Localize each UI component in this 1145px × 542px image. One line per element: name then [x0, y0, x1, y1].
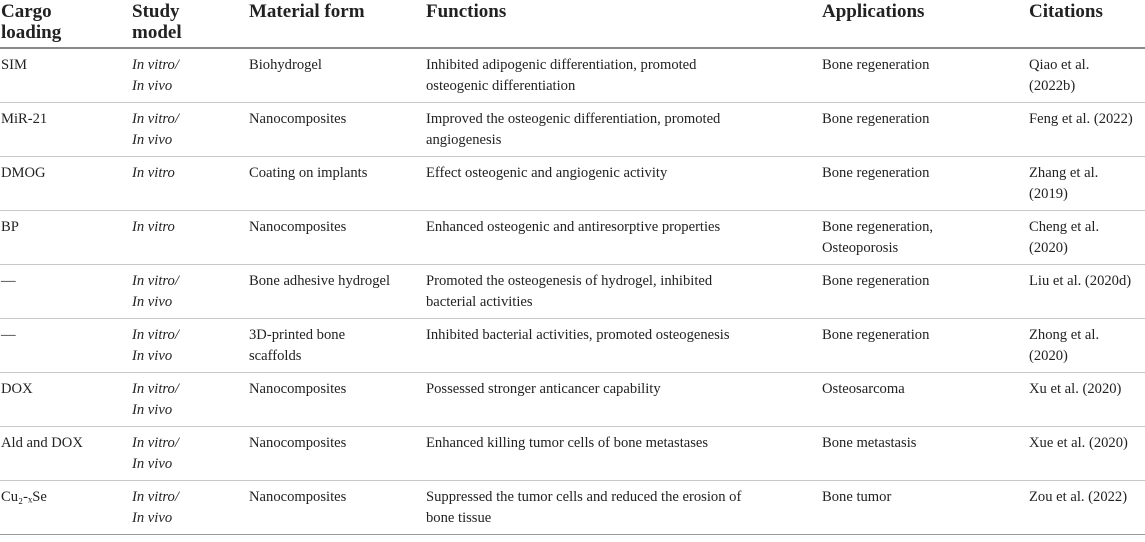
table-row [0, 265, 1145, 319]
cell-functions-line: Promoted the osteogenesis of hydrogel, inhibited [426, 273, 713, 289]
cell-applications [821, 427, 1028, 481]
cell-material-form [248, 481, 425, 535]
cell-cargo-loading [0, 103, 131, 157]
cell-citations-line: Qiao et al. [1029, 57, 1090, 73]
cell-study-model [131, 48, 248, 103]
cell-study-model [131, 427, 248, 481]
cell-functions-line: Effect osteogenic and angiogenic activity [426, 165, 668, 181]
table-row [0, 211, 1145, 265]
cell-cargo-loading-text: DOX [1, 381, 33, 397]
cell-study-model-line: In vitro/ [132, 57, 179, 73]
header-citations: Citations [1028, 0, 1145, 48]
cell-material-form-line: scaffolds [249, 348, 302, 364]
cell-study-model-line: In vivo [132, 402, 173, 418]
cell-study-model-line: In vivo [132, 510, 173, 526]
table-row [0, 157, 1145, 211]
cell-functions [425, 103, 821, 157]
cell-functions-line: Suppressed the tumor cells and reduced the erosion of [426, 489, 742, 505]
cell-functions-line: bone tissue [426, 510, 492, 526]
cell-functions-line: Enhanced osteogenic and antiresorptive properties [426, 219, 721, 235]
cell-material-form-line: Nanocomposites [249, 111, 347, 127]
cell-functions [425, 48, 821, 103]
cell-functions-line: angiogenesis [426, 132, 502, 148]
cell-functions [425, 373, 821, 427]
header-row [0, 0, 1145, 48]
cell-applications-line: Osteosarcoma [822, 381, 905, 397]
cell-citations [1028, 319, 1145, 373]
cell-functions [425, 157, 821, 211]
cell-material-form-line: Nanocomposites [249, 435, 347, 451]
cell-applications-line: Bone metastasis [822, 435, 917, 451]
cell-material-form [248, 157, 425, 211]
table-row [0, 319, 1145, 373]
cell-cargo-loading-text: — [1, 273, 16, 289]
cell-material-form [248, 48, 425, 103]
cell-functions-line: osteogenic differentiation [426, 78, 576, 94]
cell-study-model-line: In vitro/ [132, 273, 179, 289]
cell-cargo-loading-text: DMOG [1, 165, 46, 181]
table-row [0, 373, 1145, 427]
cell-citations-line: Zhang et al. [1029, 165, 1099, 181]
cell-study-model-line: In vivo [132, 78, 173, 94]
cell-citations-line: Zhong et al. [1029, 327, 1100, 343]
cell-applications-line: Osteoporosis [822, 240, 899, 256]
cell-citations-line: (2020) [1029, 348, 1068, 364]
header-material-form: Material form [248, 0, 425, 48]
cell-applications [821, 265, 1028, 319]
cell-applications-line: Bone regeneration [822, 111, 930, 127]
cell-citations-line: Cheng et al. [1029, 219, 1100, 235]
cell-material-form-line: Biohydrogel [249, 57, 322, 73]
cell-applications [821, 481, 1028, 535]
cell-citations [1028, 103, 1145, 157]
cell-citations-line: Zou et al. (2022) [1029, 489, 1128, 505]
header-applications: Applications [821, 0, 1028, 48]
cell-study-model [131, 103, 248, 157]
table-row [0, 48, 1145, 103]
cell-functions-line: bacterial activities [426, 294, 533, 310]
cell-study-model-line: In vivo [132, 132, 173, 148]
header-study-model: Study model [131, 0, 248, 48]
cell-applications-line: Bone regeneration [822, 165, 930, 181]
cell-study-model-line: In vitro [132, 165, 175, 181]
cell-applications [821, 373, 1028, 427]
cell-study-model-line: In vitro/ [132, 435, 179, 451]
cell-material-form-line: Coating on implants [249, 165, 368, 181]
cell-study-model-line: In vitro/ [132, 381, 179, 397]
cell-applications-line: Bone regeneration [822, 273, 930, 289]
cell-study-model-line: In vitro [132, 219, 175, 235]
cell-study-model-line: In vivo [132, 294, 173, 310]
cell-material-form [248, 211, 425, 265]
cell-study-model-line: In vivo [132, 348, 173, 364]
cell-functions-line: Improved the osteogenic differentiation, promoted [426, 111, 721, 127]
cell-citations [1028, 48, 1145, 103]
header-functions: Functions [425, 0, 821, 48]
cell-cargo-loading [0, 265, 131, 319]
cell-cargo-loading [0, 373, 131, 427]
table-body [0, 48, 1145, 535]
cell-applications-line: Bone regeneration, [822, 219, 934, 235]
cell-material-form-line: Nanocomposites [249, 381, 347, 397]
cell-functions-line: Inhibited adipogenic differentiation, promoted [426, 57, 697, 73]
cell-cargo-loading [0, 319, 131, 373]
cell-cargo-loading-text: Cu₂-ₓSe [1, 489, 47, 505]
cell-applications [821, 319, 1028, 373]
cell-study-model [131, 481, 248, 535]
cell-study-model [131, 265, 248, 319]
cell-cargo-loading-text: SIM [1, 57, 27, 73]
cell-cargo-loading [0, 48, 131, 103]
cell-cargo-loading-text: MiR-21 [1, 111, 48, 127]
table-header [0, 0, 1145, 48]
cell-study-model [131, 319, 248, 373]
cell-citations [1028, 265, 1145, 319]
cell-study-model-line: In vitro/ [132, 111, 179, 127]
cell-citations [1028, 427, 1145, 481]
cell-functions [425, 319, 821, 373]
cell-study-model [131, 157, 248, 211]
cell-material-form [248, 319, 425, 373]
cell-applications-line: Bone regeneration [822, 57, 930, 73]
cell-material-form [248, 103, 425, 157]
cell-applications [821, 48, 1028, 103]
cell-citations-line: (2019) [1029, 186, 1068, 202]
cell-applications [821, 103, 1028, 157]
cell-material-form [248, 373, 425, 427]
cell-functions [425, 427, 821, 481]
cell-cargo-loading-text: Ald and DOX [1, 435, 83, 451]
cell-cargo-loading [0, 211, 131, 265]
cell-applications [821, 211, 1028, 265]
cell-study-model-line: In vitro/ [132, 489, 179, 505]
header-cargo-loading: Cargo loading [0, 0, 131, 48]
cell-citations-line: (2022b) [1029, 78, 1076, 94]
cell-material-form [248, 427, 425, 481]
cell-functions-line: Enhanced killing tumor cells of bone metastases [426, 435, 709, 451]
cell-material-form-line: Bone adhesive hydrogel [249, 273, 391, 289]
cell-cargo-loading [0, 481, 131, 535]
cell-study-model-line: In vitro/ [132, 327, 179, 343]
cell-citations-line: Xu et al. (2020) [1029, 381, 1122, 397]
table-row [0, 427, 1145, 481]
cell-material-form-line: 3D-printed bone [249, 327, 346, 343]
cell-functions-line: Inhibited bacterial activities, promoted osteogenesis [426, 327, 730, 343]
cell-functions [425, 481, 821, 535]
cell-study-model [131, 373, 248, 427]
cell-functions [425, 265, 821, 319]
cell-study-model [131, 211, 248, 265]
cell-applications-line: Bone regeneration [822, 327, 930, 343]
cell-cargo-loading [0, 427, 131, 481]
cell-citations [1028, 481, 1145, 535]
cell-cargo-loading [0, 157, 131, 211]
cell-material-form [248, 265, 425, 319]
table-row [0, 481, 1145, 535]
cell-material-form-line: Nanocomposites [249, 489, 347, 505]
cell-material-form-line: Nanocomposites [249, 219, 347, 235]
cell-citations-line: Liu et al. (2020d) [1029, 273, 1132, 289]
cell-citations-line: (2020) [1029, 240, 1068, 256]
cell-citations [1028, 211, 1145, 265]
cell-applications [821, 157, 1028, 211]
cell-citations-line: Xue et al. (2020) [1029, 435, 1128, 451]
cell-functions [425, 211, 821, 265]
cell-study-model-line: In vivo [132, 456, 173, 472]
cell-citations [1028, 373, 1145, 427]
cell-citations [1028, 157, 1145, 211]
cell-applications-line: Bone tumor [822, 489, 892, 505]
cell-citations-line: Feng et al. (2022) [1029, 111, 1133, 127]
cell-cargo-loading-text: — [1, 327, 16, 343]
cell-functions-line: Possessed stronger anticancer capability [426, 381, 661, 397]
table-row [0, 103, 1145, 157]
cell-cargo-loading-text: BP [1, 219, 19, 235]
